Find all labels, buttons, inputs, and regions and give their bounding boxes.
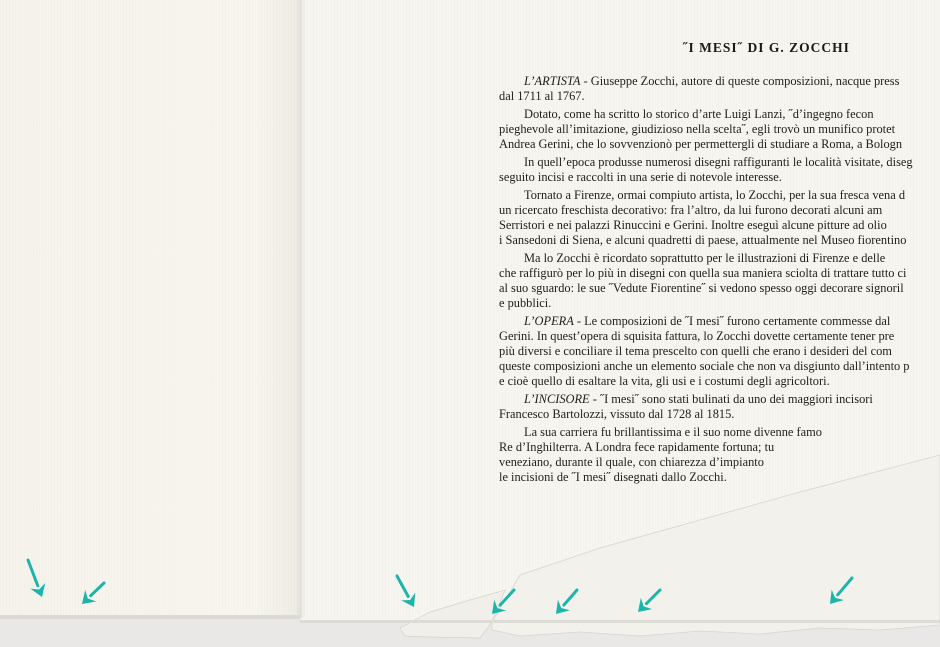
paragraph-first-line: Dotato, come ha scritto lo storico d’arte Luigi Lanzi, ˝d’ingegno fecon (524, 107, 874, 121)
teal-arrow-icon (82, 583, 104, 604)
teal-arrow-icon (638, 590, 660, 612)
teal-arrow-icon (492, 590, 514, 614)
paragraph-line: più diversi e conciliare il tema prescelto con quelli che erano i desideri del com (499, 344, 892, 358)
paragraph-line: dal 1711 al 1767. (499, 89, 585, 103)
paragraph-first-line: - Le composizioni de ˝I mesi˝ furono certamente commesse dal (573, 314, 891, 328)
section-lead: L’INCISORE (524, 392, 590, 406)
teal-arrow-icon (830, 578, 852, 604)
paragraph-first-line: Tornato a Firenze, ormai compiuto artista, lo Zocchi, per la sua fresca vena d (524, 188, 906, 202)
paragraph-line: Serristori e nei palazzi Rinuccini e Gerini. Inoltre eseguì alcune pitture ad olio (499, 218, 887, 232)
teal-arrow-icon (28, 560, 45, 597)
paragraph-line: i Sansedoni di Siena, e alcuni quadretti di paese, attualmente nel Museo fiorentino (499, 233, 907, 247)
paragraph-line: Gerini. In quest’opera di squisita fattura, lo Zocchi dovette certamente tener pre (499, 329, 895, 343)
paragraph-first-line: In quell’epoca produsse numerosi disegni raffiguranti le località visitate, diseg (524, 155, 913, 169)
paragraph-line: veneziano, durante il quale, con chiarezza d’impianto (499, 455, 764, 469)
paragraph-first-line: Ma lo Zocchi è ricordato soprattutto per le illustrazioni di Firenze e delle (524, 251, 886, 265)
paragraph-first-line: - Giuseppe Zocchi, autore di queste composizioni, nacque press (580, 74, 900, 88)
section-lead: L’ARTISTA (524, 74, 581, 88)
paragraph-line: al suo sguardo: le sue ˝Vedute Fiorentine˝ si vedono spesso oggi decorare signoril (499, 281, 904, 295)
paragraph-line: le incisioni de ˝I mesi˝ disegnati dallo Zocchi. (499, 470, 727, 484)
paragraph-first-line: - ˝I mesi˝ sono stati bulinati da uno dei maggiori incisori (589, 392, 873, 406)
paragraph-line: Francesco Bartolozzi, vissuto dal 1728 al 1815. (499, 407, 735, 421)
section-lead: L’OPERA (524, 314, 574, 328)
paragraph-first-line: La sua carriera fu brillantissima e il suo nome divenne famo (524, 425, 822, 439)
paragraph-line: pieghevole all’imitazione, giudizioso nella scelta˝, egli trovò un munifico protet (499, 122, 896, 136)
paragraph-line: e pubblici. (499, 296, 552, 310)
paragraph-line: seguito incisi e raccolti in una serie di notevole interesse. (499, 170, 782, 184)
paragraph-line: che raffigurò per lo più in disegni con quella sua maniera sciolta di trattare tutto ci (499, 266, 907, 280)
teal-arrow-icon (556, 590, 577, 614)
teal-arrow-icon (397, 576, 415, 607)
page-title: ˝I MESI˝ DI G. ZOCCHI (683, 40, 850, 55)
paragraph-line: un ricercato freschista decorativo: fra l’altro, da lui furono decorati alcuni am (499, 203, 883, 217)
paragraph-line: e cioè quello di esaltare la vita, gli usi e i costumi degli agricoltori. (499, 374, 830, 388)
paragraph-line: Re d’Inghilterra. A Londra fece rapidamente fortuna; tu (499, 440, 775, 454)
paragraph-line: queste composizioni anche un elemento sociale che non va disgiunto dall’intento p (499, 359, 910, 373)
paragraph-line: Andrea Gerini, che lo sovvenzionò per permettergli di studiare a Roma, a Bologn (499, 137, 903, 151)
